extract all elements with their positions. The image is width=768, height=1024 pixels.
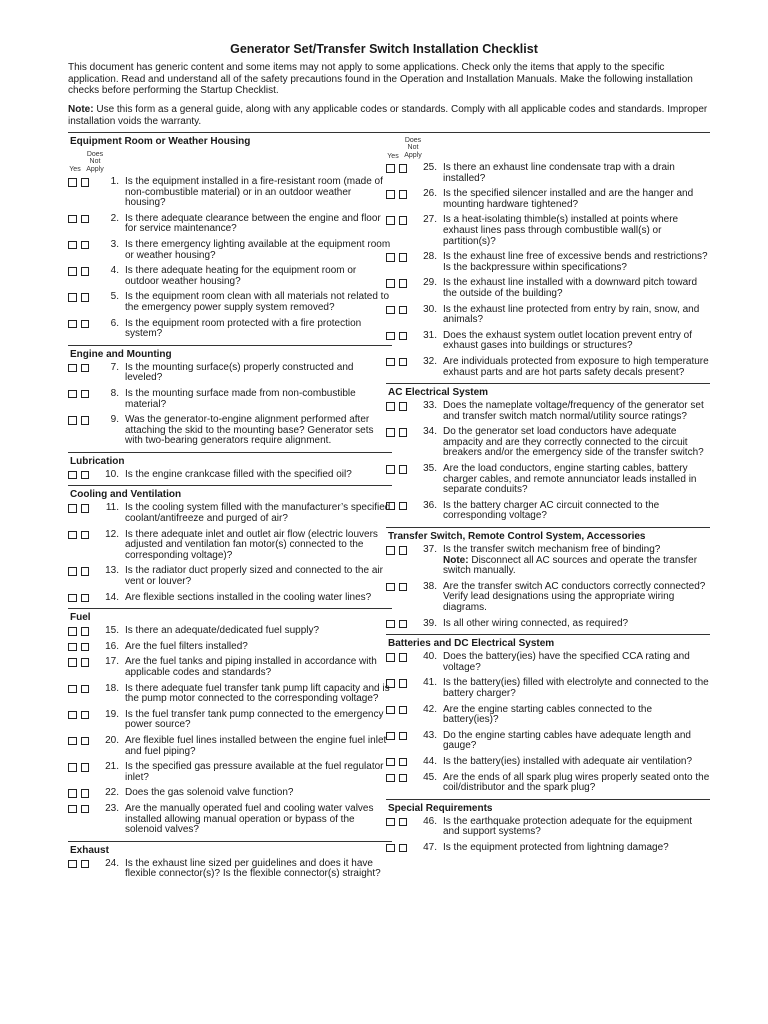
item-number: 1. — [110, 176, 119, 187]
checklist-item-14 — [68, 593, 392, 604]
does-not-apply-checkbox[interactable] — [399, 190, 408, 199]
item-number: 39. — [423, 617, 437, 629]
does-not-apply-checkbox[interactable] — [399, 844, 408, 853]
yes-checkbox[interactable] — [68, 471, 77, 480]
item-text: Is the exhaust line installed with a downward pitch toward the outside of the building? — [443, 277, 698, 299]
page-title: Generator Set/Transfer Switch Installation Checklist — [230, 42, 538, 56]
checklist-item-2 — [68, 214, 392, 235]
item-number: 38. — [423, 580, 437, 592]
yes-checkbox[interactable] — [68, 364, 77, 373]
item-number: 5. — [110, 291, 119, 303]
checklist-item-29 — [386, 278, 710, 299]
yes-checkbox[interactable] — [68, 685, 77, 694]
item-note-text: Disconnect all AC sources and operate the transfer switch manually. — [443, 554, 698, 577]
does-not-apply-checkbox[interactable] — [81, 711, 90, 720]
yes-header: Yes — [69, 166, 81, 173]
item-number: 36. — [423, 499, 437, 511]
yes-checkbox[interactable] — [386, 844, 395, 853]
item-number: 40. — [423, 651, 437, 663]
section-equipment-room — [68, 177, 392, 340]
item-number: 20. — [105, 734, 119, 746]
does-not-apply-checkbox[interactable] — [81, 737, 90, 746]
item-text: Are the ends of all spark plug wires properly seated onto the coil/distributor and the spark plug? — [443, 771, 710, 794]
checklist-item-39 — [386, 619, 710, 630]
item-text: Is the exhaust line sized per guidelines and does it have flexible connector(s)? Is the flexible connector(s) straight? — [125, 857, 381, 880]
item-number: 21. — [105, 761, 119, 773]
checklist-item-31 — [386, 331, 710, 352]
yes-checkbox[interactable] — [386, 653, 395, 662]
item-number: 17. — [105, 656, 119, 668]
item-text: Do the generator set load conductors have adequate ampacity and are they correctly connected to the circuit breakers and/or the emergency side of the transfer switch? — [443, 426, 704, 459]
item-number: 28. — [423, 251, 437, 263]
does-not-apply-checkbox[interactable] — [81, 789, 90, 798]
item-text: Is there an exhaust line condensate trap with a drain installed? — [443, 162, 675, 184]
item-number: 16. — [105, 640, 119, 652]
yes-checkbox[interactable] — [68, 416, 77, 425]
checklist-item-19 — [68, 710, 392, 731]
item-number: 10. — [105, 468, 119, 480]
yes-checkbox[interactable] — [68, 241, 77, 250]
item-text: Is the equipment installed in a fire-resistant room (made of non-combustible material) or in an outdoor weather housing? — [125, 176, 383, 209]
item-number: 32. — [423, 355, 437, 367]
section-heading-cooling: Cooling and Ventilation — [68, 485, 392, 503]
does-not-apply-checkbox[interactable] — [81, 685, 90, 694]
does-not-apply-checkbox[interactable] — [399, 402, 408, 411]
yes-checkbox[interactable] — [68, 860, 77, 869]
item-note-label: Note: — [443, 554, 469, 566]
item-text: Is the battery(ies) installed with adequate air ventilation? — [443, 755, 693, 767]
yes-checkbox[interactable] — [68, 789, 77, 798]
yes-checkbox[interactable] — [386, 706, 395, 715]
does-not-apply-checkbox[interactable] — [399, 502, 408, 511]
does-not-apply-checkbox[interactable] — [81, 320, 90, 329]
item-text: Is the fuel transfer tank pump connected to the emergency power source? — [125, 708, 384, 731]
item-number: 37. — [423, 544, 437, 556]
column-header-right — [386, 135, 710, 163]
item-text: Is the equipment protected from lightning damage? — [443, 841, 669, 853]
checklist-item-25 — [386, 163, 710, 184]
checklist-item-10 — [68, 470, 392, 481]
item-text: Is the battery charger AC circuit connected to the corresponding voltage? — [443, 499, 660, 522]
item-number: 23. — [105, 802, 119, 814]
does-not-apply-checkbox[interactable] — [81, 416, 90, 425]
checklist-item-1 — [68, 177, 392, 209]
does-not-apply-checkbox[interactable] — [399, 306, 408, 315]
item-number: 9. — [110, 414, 119, 426]
column-header-left — [68, 150, 392, 177]
section-lubrication — [68, 470, 392, 481]
does-not-apply-checkbox[interactable] — [81, 215, 90, 224]
checklist-item-46 — [386, 817, 710, 838]
yes-checkbox[interactable] — [386, 402, 395, 411]
checklist-item-47 — [386, 843, 710, 854]
does-not-apply-checkbox[interactable] — [399, 653, 408, 662]
item-text: Does the battery(ies) have the specified CCA rating and voltage? — [443, 651, 690, 673]
yes-header: Yes — [387, 153, 399, 160]
checklist-item-9 — [68, 415, 392, 447]
does-not-apply-checkbox[interactable] — [399, 358, 408, 367]
item-text: Is the engine crankcase filled with the specified oil? — [125, 468, 352, 480]
item-number: 24. — [105, 857, 119, 869]
item-text — [443, 545, 710, 577]
does-not-apply-checkbox[interactable] — [81, 267, 90, 276]
checklist-item-22 — [68, 788, 392, 799]
yes-checkbox[interactable] — [386, 216, 395, 225]
item-number: 13. — [105, 565, 119, 577]
yes-checkbox[interactable] — [386, 732, 395, 741]
item-number: 4. — [110, 265, 119, 277]
yes-checkbox[interactable] — [68, 763, 77, 772]
item-text: Are individuals protected from exposure to high temperature exhaust parts and are hot parts safety decals present? — [443, 355, 709, 378]
yes-checkbox[interactable] — [68, 627, 77, 636]
item-text: Is there emergency lighting available at the equipment room or weather housing? — [125, 238, 391, 261]
yes-checkbox[interactable] — [386, 758, 395, 767]
item-number: 31. — [423, 329, 437, 341]
yes-checkbox[interactable] — [386, 502, 395, 511]
yes-checkbox[interactable] — [386, 583, 395, 592]
item-number: 35. — [423, 463, 437, 475]
item-text: Was the generator-to-engine alignment performed after attaching the skid to the mounting base? Generator sets with two-bearing generators require alignment. — [125, 414, 374, 447]
does-not-apply-checkbox[interactable] — [81, 531, 90, 540]
yes-checkbox[interactable] — [68, 320, 77, 329]
note-text: Use this form as a general guide, along with any applicable codes or standards. Comply with all applicable codes and standards. Improper installation voids the warranty. — [68, 104, 708, 127]
item-text: Are flexible fuel lines installed between the engine fuel inlet and fuel piping? — [125, 734, 387, 757]
section-engine-mounting — [68, 363, 392, 447]
item-number: 19. — [105, 708, 119, 720]
item-text: Does the exhaust system outlet location prevent entry of exhaust gases into buildings or structures? — [443, 329, 693, 352]
item-number: 41. — [423, 677, 437, 689]
does-not-apply-checkbox[interactable] — [399, 546, 408, 555]
does-not-apply-checkbox[interactable] — [81, 643, 90, 652]
item-number: 27. — [423, 214, 437, 226]
yes-checkbox[interactable] — [68, 711, 77, 720]
yes-checkbox[interactable] — [68, 293, 77, 302]
does-not-apply-checkbox[interactable] — [399, 465, 408, 474]
does-not-apply-checkbox[interactable] — [81, 594, 90, 603]
section-heading-lubrication: Lubrication — [68, 452, 392, 470]
yes-checkbox[interactable] — [68, 567, 77, 576]
item-number: 22. — [105, 787, 119, 799]
item-text: Is the mounting surface(s) properly constructed and leveled? — [125, 361, 354, 384]
checklist-item-38 — [386, 582, 710, 614]
section-heading-exhaust: Exhaust — [68, 841, 392, 859]
checklist-item-42 — [386, 705, 710, 726]
item-text: Is there an adequate/dedicated fuel supply? — [125, 625, 320, 637]
does-not-apply-checkbox[interactable] — [81, 293, 90, 302]
item-number: 15. — [105, 625, 119, 637]
item-text: Is a heat-isolating thimble(s) installed at points where exhaust lines pass through combustible wall(s) or partition(s)? — [443, 214, 679, 247]
section-exhaust-part1 — [68, 859, 392, 880]
item-text: Does the nameplate voltage/frequency of the generator set and transfer switch match normal/utility source ratings? — [443, 400, 704, 422]
item-text: Are the engine starting cables connected to the battery(ies)? — [443, 703, 653, 726]
checklist-item-21 — [68, 762, 392, 783]
item-number: 42. — [423, 703, 437, 715]
item-text: Is the battery(ies) filled with electrolyte and connected to the battery charger? — [443, 677, 709, 699]
section-heading-ac-electrical: AC Electrical System — [386, 383, 710, 401]
checklist-item-32 — [386, 357, 710, 378]
checklist-item-28 — [386, 252, 710, 273]
yes-checkbox[interactable] — [386, 774, 395, 783]
does-not-apply-checkbox[interactable] — [399, 253, 408, 262]
does-not-apply-checkbox[interactable] — [399, 428, 408, 437]
item-text: Is there adequate fuel transfer tank pump lift capacity and is the pump motor connected to the corresponding voltage? — [125, 682, 390, 705]
checklist-item-26 — [386, 189, 710, 210]
yes-checkbox[interactable] — [68, 215, 77, 224]
checklist-item-30 — [386, 305, 710, 326]
section-heading-fuel: Fuel — [68, 608, 392, 626]
yes-checkbox[interactable] — [68, 178, 77, 187]
does-not-apply-header: Does Not Apply — [404, 137, 422, 159]
yes-checkbox[interactable] — [386, 306, 395, 315]
checklist-item-43 — [386, 731, 710, 752]
yes-checkbox[interactable] — [386, 332, 395, 341]
does-not-apply-checkbox[interactable] — [81, 658, 90, 667]
item-text: Are flexible sections installed in the cooling water lines? — [125, 591, 372, 603]
yes-checkbox[interactable] — [68, 805, 77, 814]
checklist-item-4 — [68, 266, 392, 287]
checklist-item-45 — [386, 773, 710, 794]
does-not-apply-checkbox[interactable] — [399, 706, 408, 715]
item-text: Is the exhaust line protected from entry by rain, snow, and animals? — [443, 303, 700, 326]
checklist-item-11 — [68, 503, 392, 524]
section-heading-engine-mounting: Engine and Mounting — [68, 345, 392, 363]
yes-checkbox[interactable] — [386, 465, 395, 474]
note-label: Note: — [68, 104, 94, 115]
item-text: Is the cooling system filled with the manufacturer’s specified coolant/antifreeze and purged of air? — [125, 502, 391, 525]
item-text: Is the specified silencer installed and are the hanger and mounting hardware tightened? — [443, 188, 694, 210]
does-not-apply-checkbox[interactable] — [81, 567, 90, 576]
intro-paragraph: This document has generic content and some items may not apply to some applications. Check only the items that apply to the specific application. Read and understand all of the safety precautions found in the Operation and Installation Manuals. Make the following installation checks before performing the Startup Checklist. — [68, 62, 693, 97]
checklist-item-27 — [386, 215, 710, 247]
does-not-apply-checkbox[interactable] — [399, 758, 408, 767]
does-not-apply-checkbox[interactable] — [399, 279, 408, 288]
does-not-apply-checkbox[interactable] — [399, 774, 408, 783]
checklist-item-33 — [386, 401, 710, 422]
checklist-item-12 — [68, 530, 392, 562]
checklist-item-40 — [386, 652, 710, 673]
item-number: 7. — [110, 361, 119, 373]
section-fuel — [68, 626, 392, 836]
checklist-item-13 — [68, 566, 392, 587]
does-not-apply-header: Does Not Apply — [86, 151, 104, 173]
section-cooling — [68, 503, 392, 603]
item-text: Is the exhaust line free of excessive bends and restrictions? Is the backpressure within specifications? — [443, 251, 708, 273]
checklist-item-36 — [386, 501, 710, 522]
section-heading-equipment-room: Equipment Room or Weather Housing — [68, 132, 392, 150]
checklist-item-18 — [68, 684, 392, 705]
yes-checkbox[interactable] — [68, 643, 77, 652]
yes-checkbox[interactable] — [386, 620, 395, 629]
does-not-apply-checkbox[interactable] — [81, 860, 90, 869]
does-not-apply-checkbox[interactable] — [399, 583, 408, 592]
item-text: Is the equipment room protected with a fire protection system? — [125, 317, 362, 340]
right-column-top-rule — [386, 132, 710, 133]
item-text: Are the manually operated fuel and cooling water valves installed allowing manual operation or bypass of the solenoid valves? — [125, 802, 374, 836]
does-not-apply-checkbox[interactable] — [399, 216, 408, 225]
checklist-item-37 — [386, 545, 710, 577]
does-not-apply-checkbox[interactable] — [81, 504, 90, 513]
item-number: 14. — [105, 591, 119, 603]
does-not-apply-checkbox[interactable] — [81, 178, 90, 187]
does-not-apply-checkbox[interactable] — [399, 332, 408, 341]
item-text: Is the mounting surface made from non-combustible material? — [125, 387, 356, 410]
checklist-column-left — [68, 132, 392, 885]
item-number: 43. — [423, 729, 437, 741]
item-number: 34. — [423, 426, 437, 438]
yes-checkbox[interactable] — [386, 190, 395, 199]
item-text: Are the transfer switch AC conductors correctly connected? Verify lead designations using the appropriate wiring diagrams. — [443, 580, 706, 613]
checklist-item-5 — [68, 292, 392, 313]
section-heading-special: Special Requirements — [386, 799, 710, 817]
section-ac-electrical — [386, 401, 710, 522]
item-text: Is all other wiring connected, as required? — [443, 617, 629, 629]
yes-checkbox[interactable] — [386, 164, 395, 173]
item-number: 44. — [423, 755, 437, 767]
item-number: 33. — [423, 400, 437, 412]
item-text: Is the equipment room clean with all materials not related to the emergency power supply system removed? — [125, 291, 390, 313]
does-not-apply-checkbox[interactable] — [399, 818, 408, 827]
does-not-apply-checkbox[interactable] — [399, 164, 408, 173]
item-number: 47. — [423, 841, 437, 853]
item-text: Is the specified gas pressure available at the fuel regulator inlet? — [125, 761, 384, 783]
does-not-apply-checkbox[interactable] — [81, 763, 90, 772]
item-text: Is there adequate inlet and outlet air flow (electric louvers adjusted and ventilation fan motor(s) connected to the corresponding voltage)? — [125, 528, 378, 561]
yes-checkbox[interactable] — [386, 818, 395, 827]
section-heading-batteries: Batteries and DC Electrical System — [386, 634, 710, 652]
item-text: Is there adequate clearance between the engine and floor for service maintenance? — [125, 212, 381, 235]
yes-checkbox[interactable] — [386, 679, 395, 688]
item-number: 2. — [110, 212, 119, 224]
section-special — [386, 817, 710, 854]
item-number: 6. — [110, 317, 119, 329]
checklist-column-right — [386, 132, 710, 859]
item-number: 25. — [423, 162, 437, 173]
yes-checkbox[interactable] — [68, 390, 77, 399]
checklist-item-7 — [68, 363, 392, 384]
yes-checkbox[interactable] — [68, 658, 77, 667]
note-paragraph — [68, 104, 708, 127]
item-number: 45. — [423, 771, 437, 783]
item-text: Do the engine starting cables have adequate length and gauge? — [443, 729, 691, 752]
checklist-item-23 — [68, 804, 392, 836]
does-not-apply-checkbox[interactable] — [81, 627, 90, 636]
does-not-apply-checkbox[interactable] — [399, 679, 408, 688]
item-number: 18. — [105, 682, 119, 694]
checklist-item-34 — [386, 427, 710, 459]
yes-checkbox[interactable] — [68, 267, 77, 276]
checklist-item-3 — [68, 240, 392, 261]
yes-checkbox[interactable] — [386, 428, 395, 437]
item-text: Are the fuel filters installed? — [125, 640, 248, 652]
item-number: 30. — [423, 303, 437, 315]
yes-checkbox[interactable] — [68, 504, 77, 513]
item-text: Are the load conductors, engine starting cables, battery charger cables, and remote annunciator leads installed in separate conduits? — [443, 463, 697, 496]
item-number: 29. — [423, 277, 437, 289]
section-batteries — [386, 652, 710, 794]
item-text: Is the radiator duct properly sized and connected to the air vent or louver? — [125, 565, 383, 588]
does-not-apply-checkbox[interactable] — [399, 732, 408, 741]
section-heading-transfer-switch: Transfer Switch, Remote Control System, Accessories — [386, 527, 710, 545]
does-not-apply-checkbox[interactable] — [81, 364, 90, 373]
yes-checkbox[interactable] — [68, 594, 77, 603]
item-text: Does the gas solenoid valve function? — [125, 787, 294, 799]
checklist-item-41 — [386, 678, 710, 699]
yes-checkbox[interactable] — [386, 358, 395, 367]
item-question: Is the transfer switch mechanism free of binding? — [443, 544, 661, 556]
checklist-item-35 — [386, 464, 710, 496]
item-number: 12. — [105, 528, 119, 540]
item-number: 3. — [110, 238, 119, 250]
section-exhaust-part2 — [386, 163, 710, 378]
item-text: Is the earthquake protection adequate for the equipment and support systems? — [443, 815, 693, 838]
checklist-item-24 — [68, 859, 392, 880]
item-number: 46. — [423, 815, 437, 827]
checklist-item-6 — [68, 319, 392, 340]
yes-checkbox[interactable] — [386, 253, 395, 262]
yes-checkbox[interactable] — [386, 546, 395, 555]
section-transfer-switch — [386, 582, 710, 629]
checklist-item-15 — [68, 626, 392, 637]
does-not-apply-checkbox[interactable] — [81, 471, 90, 480]
item-text: Are the fuel tanks and piping installed in accordance with applicable codes and standards? — [125, 656, 377, 678]
checklist-item-17 — [68, 657, 392, 678]
item-number: 11. — [105, 502, 119, 514]
does-not-apply-checkbox[interactable] — [81, 805, 90, 814]
does-not-apply-checkbox[interactable] — [399, 620, 408, 629]
item-number: 26. — [423, 188, 437, 200]
yes-checkbox[interactable] — [68, 737, 77, 746]
checklist-item-8 — [68, 389, 392, 410]
item-number: 8. — [110, 387, 119, 399]
item-text: Is there adequate heating for the equipment room or outdoor weather housing? — [125, 265, 357, 287]
yes-checkbox[interactable] — [68, 531, 77, 540]
yes-checkbox[interactable] — [386, 279, 395, 288]
does-not-apply-checkbox[interactable] — [81, 241, 90, 250]
checklist-item-44 — [386, 757, 710, 768]
checklist-item-16 — [68, 642, 392, 653]
does-not-apply-checkbox[interactable] — [81, 390, 90, 399]
checklist-item-20 — [68, 736, 392, 757]
